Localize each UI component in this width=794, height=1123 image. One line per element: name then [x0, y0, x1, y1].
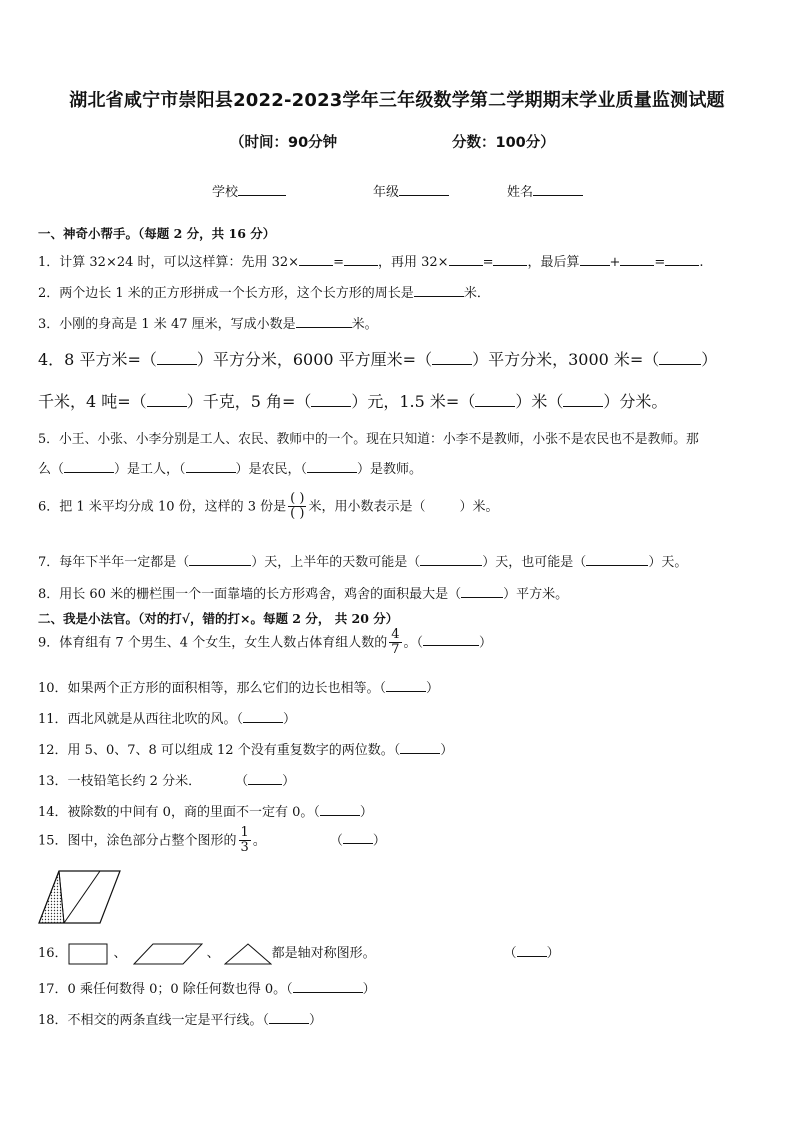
question-14: 14．被除数的中间有 0，商的里面不一定有 0。（ ）: [38, 805, 373, 820]
answer-blank[interactable]: [449, 253, 483, 266]
question-2: 2．两个边长 1 米的正方形拼成一个长方形，这个长方形的周长是 米．: [38, 286, 490, 301]
answer-blank[interactable]: [307, 460, 357, 473]
answer-blank[interactable]: [420, 553, 482, 566]
shaded-parallelogram-figure: [38, 870, 122, 924]
parallelogram-shape-icon: [133, 943, 203, 965]
answer-blank[interactable]: [414, 284, 464, 297]
answer-blank[interactable]: [248, 772, 282, 785]
section-1-heading: 一、神奇小帮手。（每题 2 分，共 16 分）: [38, 226, 276, 241]
answer-blank[interactable]: [659, 352, 701, 365]
fraction-blank[interactable]: $\frac{( )}{( )}$: [290, 491, 305, 522]
question-15: 15．图中，涂色部分占整个图形的 $\frac{1}{3}$ 。 （ ）: [38, 825, 386, 856]
question-10: 10．如果两个正方形的面积相等，那么它们的边长也相等。（ ）: [38, 681, 440, 696]
answer-blank[interactable]: [461, 585, 503, 598]
answer-blank[interactable]: [386, 679, 426, 692]
answer-blank[interactable]: [400, 741, 440, 754]
question-6: 6．把 1 米平均分成 10 份，这样的 3 份是 $\frac{( )}{( )}$ 米，用小数表示是（ ）米。: [38, 491, 499, 522]
exam-time: （时间：90分钟: [230, 135, 338, 151]
page-title: 湖北省咸宁市崇阳县2022-2023学年三年级数学第二学期期末学业质量监测试题: [69, 90, 725, 111]
divider-line: [64, 871, 100, 923]
question-9: 9．体育组有 7 个男生、4 个女生，女生人数占体育组人数的 $\frac{4}{7}$ 。（ ）: [38, 627, 493, 658]
answer-blank[interactable]: [586, 553, 648, 566]
answer-blank[interactable]: [243, 710, 283, 723]
answer-blank[interactable]: [296, 315, 352, 328]
question-5-line-2: 么（ ）是工人，（ ）是农民，（ ）是教师。: [38, 462, 423, 477]
question-18: 18．不相交的两条直线一定是平行线。（ ）: [38, 1013, 323, 1028]
answer-blank[interactable]: [299, 253, 333, 266]
question-16: 16． 、 、 都是轴对称图形。 （ ）: [38, 942, 560, 966]
answer-blank[interactable]: [517, 944, 547, 957]
answer-blank[interactable]: [189, 553, 251, 566]
question-13: 13．一枝铅笔长约 2 分米． （ ）: [38, 774, 296, 789]
section-2-heading: 二、我是小法官。（对的打√，错的打×。每题 2 分， 共 20 分）: [38, 611, 399, 626]
question-3: 3．小刚的身高是 1 米 47 厘米，写成小数是 米。: [38, 317, 378, 332]
question-1: 1．计算 32×24 时，可以这样算：先用 32× = ，再用 32× = ，最后算 + = .: [38, 255, 704, 270]
exam-score: 分数：100分）: [452, 135, 555, 151]
question-12: 12．用 5、0、7、8 可以组成 12 个没有重复数字的两位数。（ ）: [38, 743, 454, 758]
answer-blank[interactable]: [620, 253, 654, 266]
school-label: 学校: [212, 185, 239, 200]
answer-blank[interactable]: [475, 394, 515, 407]
answer-blank[interactable]: [269, 1011, 309, 1024]
answer-blank[interactable]: [320, 803, 360, 816]
answer-blank[interactable]: [665, 253, 699, 266]
grade-field[interactable]: [373, 181, 449, 200]
answer-blank[interactable]: [343, 831, 373, 844]
question-17: 17．0 乘任何数得 0；0 除任何数也得 0。（ ）: [38, 982, 376, 997]
school-field[interactable]: [212, 181, 286, 200]
answer-blank[interactable]: [493, 253, 527, 266]
answer-blank[interactable]: [432, 352, 472, 365]
answer-blank[interactable]: [423, 633, 479, 646]
question-4-line-1: 4．8 平方米=（ ）平方分米，6000 平方厘米=（ ）平方分米，3000 米=（ ）: [38, 350, 718, 369]
triangle-shape-icon: [224, 943, 272, 965]
answer-blank[interactable]: [186, 460, 236, 473]
answer-blank[interactable]: [147, 394, 187, 407]
answer-blank[interactable]: [311, 394, 351, 407]
answer-blank[interactable]: [64, 460, 114, 473]
answer-blank[interactable]: [157, 352, 197, 365]
name-field[interactable]: [507, 181, 583, 200]
answer-blank[interactable]: [563, 394, 603, 407]
question-4-line-2: 千米，4 吨=（ ）千克，5 角=（ ）元，1.5 米=（ ）米（ ）分米。: [38, 392, 668, 411]
answer-blank[interactable]: [580, 253, 610, 266]
rectangle-shape-icon: [68, 943, 108, 965]
grade-label: 年级: [373, 185, 400, 200]
question-7: 7．每年下半年一定都是（ ）天，上半年的天数可能是（ ）天，也可能是（ ）天。: [38, 555, 688, 570]
question-8: 8．用长 60 米的栅栏围一个一面靠墙的长方形鸡舍，鸡舍的面积最大是（ ）平方米。: [38, 587, 569, 602]
question-5-line-1: 5．小王、小张、小李分别是工人、农民、教师中的一个。现在只知道：小李不是教师，小张不是农民也不是教师。那: [38, 432, 699, 447]
answer-blank[interactable]: [293, 980, 363, 993]
question-11: 11．西北风就是从西往北吹的风。（ ）: [38, 712, 297, 727]
name-label: 姓名: [507, 185, 534, 200]
answer-blank[interactable]: [344, 253, 378, 266]
